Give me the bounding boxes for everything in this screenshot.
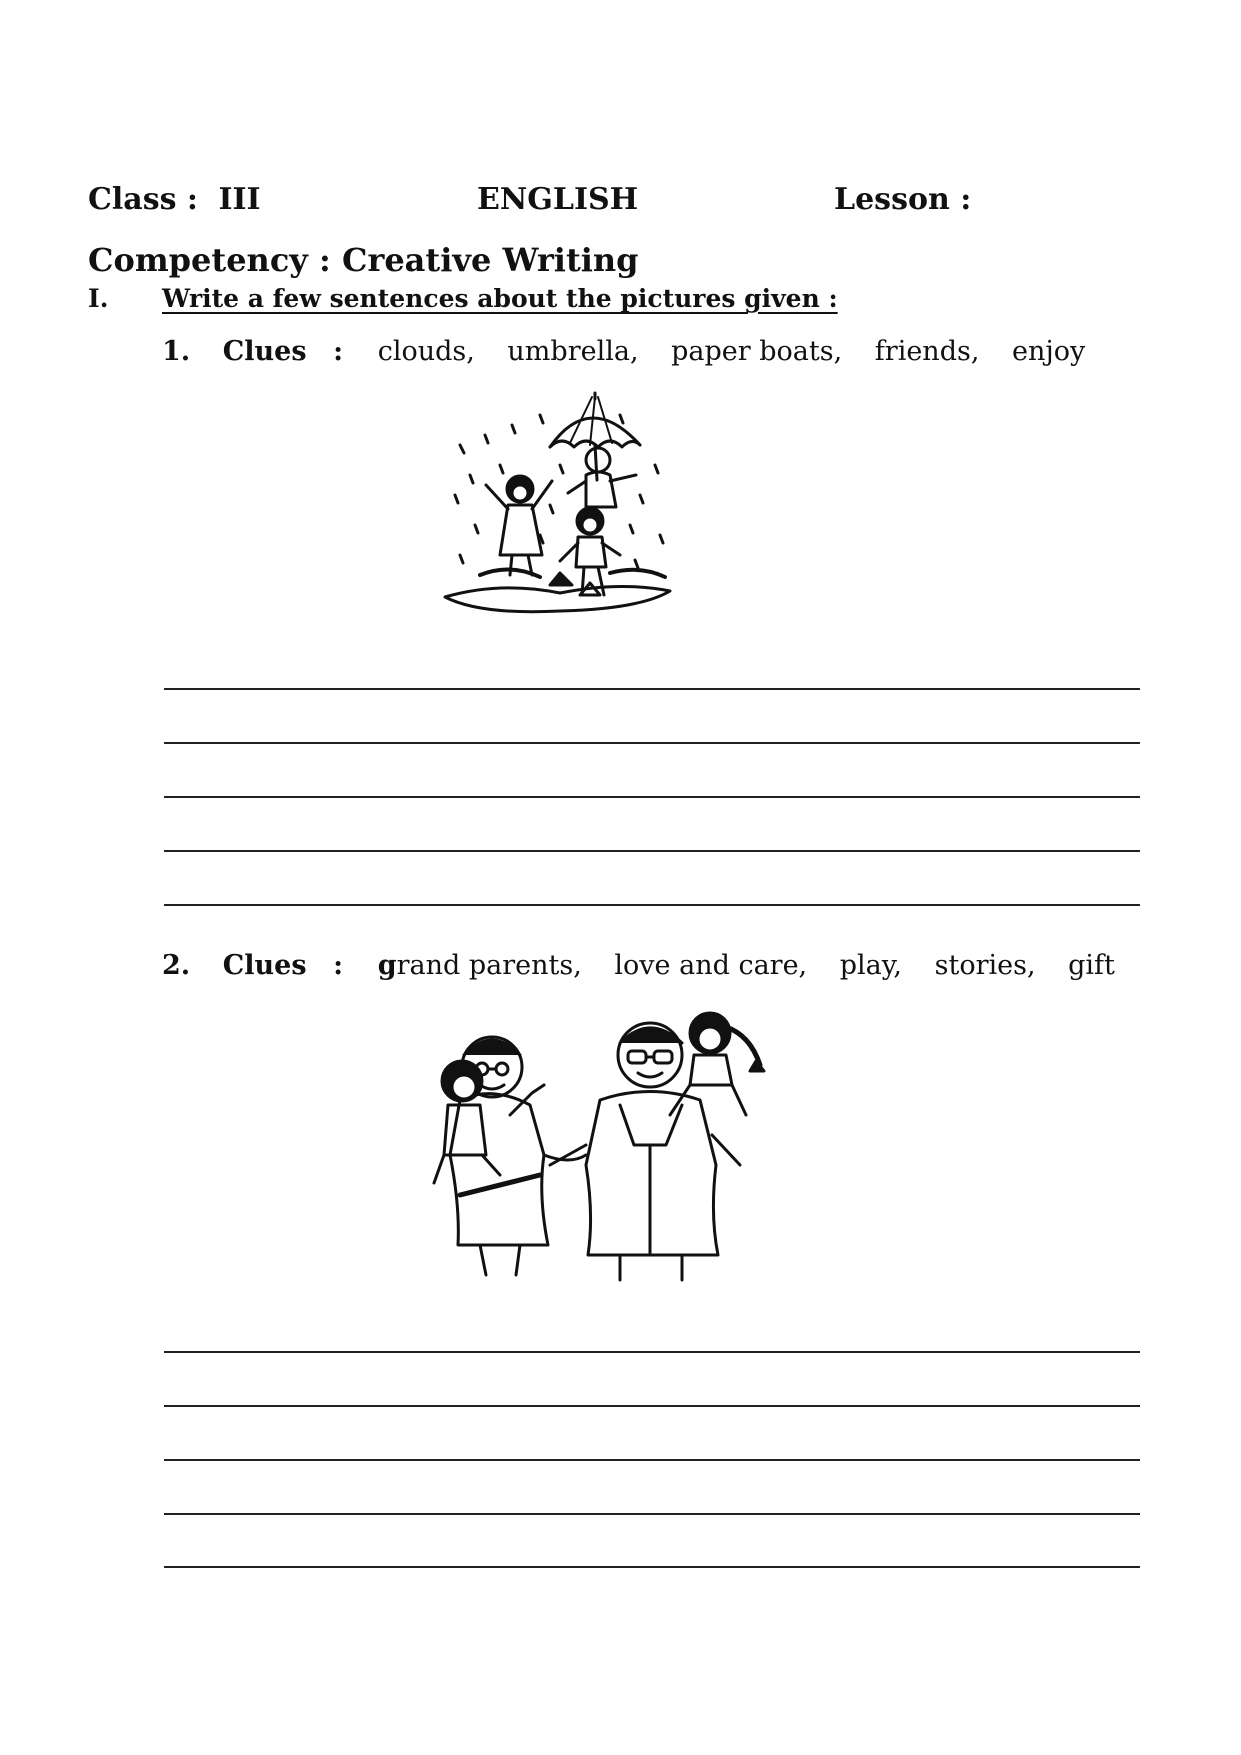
- clue-word: paper boats,: [671, 336, 843, 367]
- writing-line[interactable]: [164, 1566, 1140, 1568]
- clues-separator: :: [333, 950, 344, 981]
- clue-word: enjoy: [1012, 336, 1086, 367]
- writing-line[interactable]: [164, 1513, 1140, 1515]
- children-playing-in-rain-illustration: [440, 385, 680, 635]
- clue-word: clouds,: [377, 336, 475, 367]
- writing-line[interactable]: [164, 1405, 1140, 1407]
- grandparents-with-grandchildren-illustration: [420, 1005, 770, 1290]
- competency-heading: Competency : Creative Writing: [88, 241, 639, 279]
- clues-separator: :: [333, 336, 344, 367]
- writing-line[interactable]: [164, 688, 1140, 690]
- question-1-clues: [162, 336, 1085, 367]
- class-label: [88, 182, 261, 217]
- writing-line[interactable]: [164, 742, 1140, 744]
- question-number: 1.: [162, 336, 191, 367]
- clue-word: play,: [839, 950, 903, 981]
- clue-word: [378, 950, 582, 981]
- section-instruction: Write a few sentences about the pictures given :: [162, 284, 838, 313]
- clue-word: friends,: [874, 336, 980, 367]
- writing-line[interactable]: [164, 850, 1140, 852]
- clue-first-rest: rand parents,: [396, 950, 582, 981]
- clues-label: Clues: [222, 336, 307, 367]
- clue-first-letter: g: [377, 950, 397, 981]
- clue-word: love and care,: [614, 950, 808, 981]
- writing-line[interactable]: [164, 1459, 1140, 1461]
- clue-word: gift: [1068, 950, 1115, 981]
- clue-word: umbrella,: [507, 336, 639, 367]
- subject-title: ENGLISH: [477, 182, 639, 217]
- lesson-label: Lesson :: [834, 182, 972, 217]
- clue-word: stories,: [934, 950, 1036, 981]
- writing-line[interactable]: [164, 796, 1140, 798]
- section-numeral: I.: [88, 284, 109, 313]
- class-label-text: Class :: [88, 182, 199, 217]
- question-2-clues: [162, 950, 1115, 981]
- question-number: 2.: [162, 950, 191, 981]
- class-value: III: [218, 182, 261, 217]
- writing-line[interactable]: [164, 904, 1140, 906]
- writing-line[interactable]: [164, 1351, 1140, 1353]
- clues-label: Clues: [222, 950, 307, 981]
